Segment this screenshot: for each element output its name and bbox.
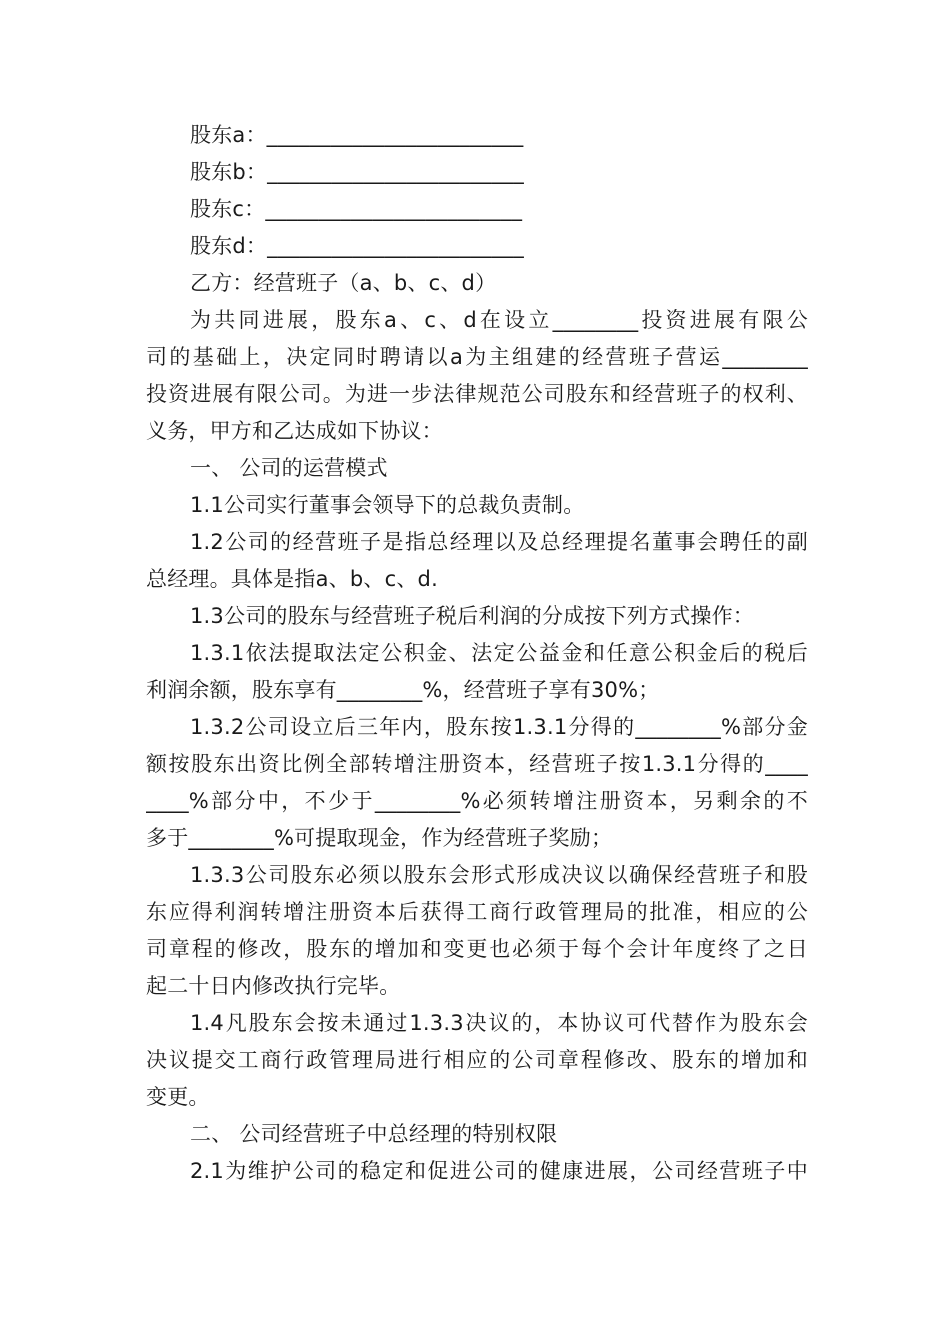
- text-line-clause-1-3-2-c: ____%部分中，不少于________%必须转增注册资本，另剩余的不: [146, 789, 808, 813]
- text-line-party-b: 乙方：经营班子（a、b、c、d）: [190, 271, 497, 295]
- text-line-shareholder-c: 股东c：________________________: [190, 197, 523, 221]
- text-line-clause-1-1: 1.1公司实行董事会领导下的总裁负责制。: [190, 493, 585, 517]
- text-line-clause-1-4-a: 1.4凡股东会按未通过1.3.3决议的，本协议可代替作为股东会: [190, 1011, 808, 1035]
- text-line-shareholder-a: 股东a：________________________: [190, 123, 524, 147]
- text-line-clause-1-3-3-a: 1.3.3公司股东必须以股东会形式形成决议以确保经营班子和股: [190, 863, 808, 887]
- text-line-clause-2-1-a: 2.1为维护公司的稳定和促进公司的健康进展，公司经营班子中: [190, 1159, 808, 1183]
- text-line-clause-1-4-c: 变更。: [146, 1085, 210, 1109]
- text-line-intro-2: 司的基础上，决定同时聘请以a为主组建的经营班子营运________: [146, 345, 808, 369]
- text-line-clause-1-2-b: 总经理。具体是指a、b、c、d.: [146, 567, 438, 591]
- text-line-section-2: 二、 公司经营班子中总经理的特别权限: [190, 1122, 558, 1146]
- text-line-clause-1-3-3-b: 东应得利润转增注册资本后获得工商行政管理局的批准，相应的公: [146, 900, 808, 924]
- text-line-clause-1-4-b: 决议提交工商行政管理局进行相应的公司章程修改、股东的增加和: [146, 1048, 808, 1072]
- document-body: [146, 117, 808, 1190]
- text-line-clause-1-3-1-b: 利润余额，股东享有________%，经营班子享有30%；: [146, 678, 660, 702]
- text-line-clause-1-3-1-a: 1.3.1依法提取法定公积金、法定公益金和任意公积金后的税后: [190, 641, 808, 665]
- text-line-shareholder-d: 股东d：________________________: [190, 234, 524, 258]
- text-line-clause-1-3-3-d: 起二十日内修改执行完毕。: [146, 974, 401, 998]
- text-line-intro-1: 为共同进展，股东a、c、d在设立________投资进展有限公: [190, 308, 808, 332]
- text-line-intro-4: 义务，甲方和乙达成如下协议：: [146, 419, 443, 443]
- text-line-clause-1-3-2-a: 1.3.2公司设立后三年内，股东按1.3.1分得的________%部分金: [190, 715, 808, 739]
- text-line-clause-1-3-3-c: 司章程的修改，股东的增加和变更也必须于每个会计年度终了之日: [146, 937, 808, 961]
- text-line-shareholder-b: 股东b：________________________: [190, 160, 524, 184]
- text-line-section-1: 一、 公司的运营模式: [190, 456, 388, 480]
- text-line-clause-1-2-a: 1.2公司的经营班子是指总经理以及总经理提名董事会聘任的副: [190, 530, 808, 554]
- text-line-intro-3: 投资进展有限公司。为进一步法律规范公司股东和经营班子的权利、: [146, 382, 808, 406]
- text-line-clause-1-3-2-b: 额按股东出资比例全部转增注册资本，经营班子按1.3.1分得的____: [146, 752, 808, 776]
- text-line-clause-1-3-2-d: 多于________%可提取现金，作为经营班子奖励；: [146, 826, 613, 850]
- text-line-clause-1-3: 1.3公司的股东与经营班子税后利润的分成按下列方式操作：: [190, 604, 754, 628]
